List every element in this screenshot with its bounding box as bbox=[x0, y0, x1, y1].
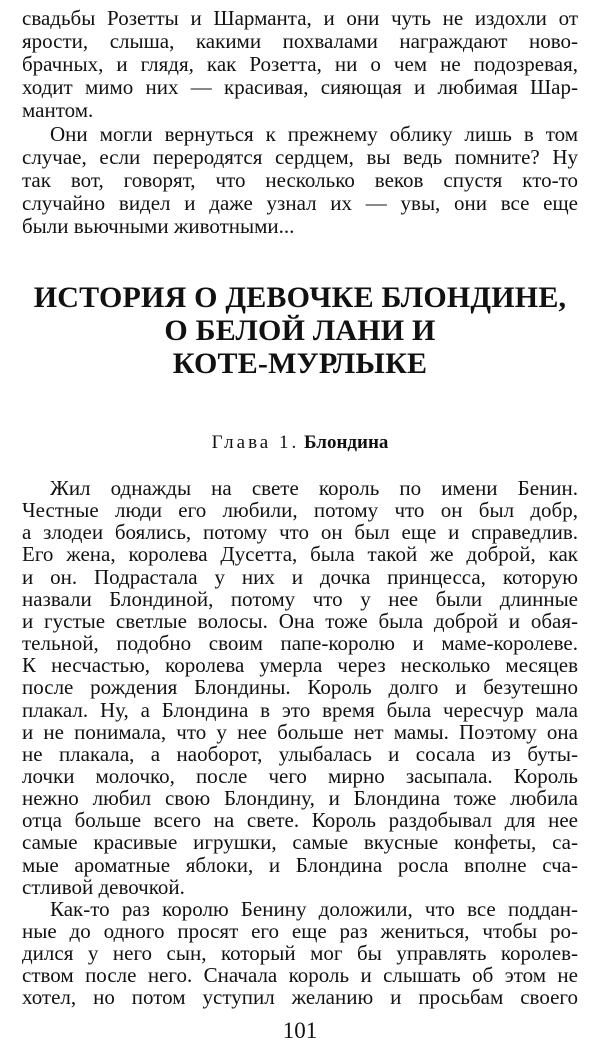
text-line: после рождения Блондины. Король долго и безутешно bbox=[22, 675, 578, 700]
text-line: назвали Блондиной, потому что у нее были длинные bbox=[22, 586, 578, 611]
text-line: а злодеи боялись, потому что он был еще и справедлив. bbox=[22, 520, 578, 545]
story-title-line: КОТЕ-МУРЛЫКЕ bbox=[172, 347, 428, 380]
text-line: Его жена, королева Дусетта, была такой же доброй, как bbox=[22, 542, 578, 567]
text-line: Честные люди его любили, потому что он был добр, bbox=[22, 498, 578, 523]
text-line: К несчастью, королева умерла через несколько месяцев bbox=[22, 653, 578, 678]
chapter-label: Глава 1. bbox=[211, 432, 300, 453]
text-line: и не понимала, что у нее больше нет мамы. Поэтому она bbox=[22, 719, 578, 744]
text-line: нежно любил свою Блондину, и Блондина тоже любила bbox=[22, 786, 578, 811]
text-line: самые красивые игрушки, самые вкусные конфеты, са- bbox=[22, 830, 578, 855]
text-line: Как-то раз королю Бенину доложили, что все поддан- bbox=[50, 896, 578, 921]
text-line: были вьючными животными... bbox=[22, 213, 295, 238]
text-line: ходит мимо них — красивая, сияющая и любимая Шар- bbox=[22, 75, 578, 100]
text-line: стливой девочкой. bbox=[22, 874, 185, 899]
text-line: лочки молочко, после чего мирно засыпала. Король bbox=[22, 763, 578, 788]
text-line: свадьбы Розетты и Шарманта, и они чуть не издохли от bbox=[22, 6, 578, 30]
text-line: и он. Подрастала у них и дочка принцесса, которую bbox=[22, 564, 578, 589]
page-number: 101 bbox=[282, 1018, 318, 1043]
chapter-heading bbox=[0, 432, 600, 454]
text-line: дился у него сын, который мог бы управлять королев- bbox=[22, 941, 578, 966]
text-line: брачных, и глядя, как Розетта, ни о чем не подозревая, bbox=[22, 52, 578, 77]
text-line: мантом. bbox=[22, 98, 94, 123]
text-line: случайно видел и даже узнал их — увы, они все еще bbox=[22, 190, 578, 215]
text-line: ярости, слыша, какими похвалами награждают ново- bbox=[22, 29, 578, 54]
text-line: хотел, но потом уступил желанию и просьбам своего bbox=[22, 985, 578, 1010]
text-line: отца больше всего на свете. Король раздобывал для нее bbox=[22, 808, 578, 833]
chapter-name: Блондина bbox=[303, 432, 389, 453]
text-line: ные до одного просят его еще раз жениться, чтобы ро- bbox=[22, 919, 578, 943]
story-title-line: О БЕЛОЙ ЛАНИ И bbox=[164, 314, 436, 347]
text-line: плакал. Ну, а Блондина в это время была чересчур мала bbox=[22, 697, 578, 722]
text-line: тельной, подобно своим папе-королю и маме-королеве. bbox=[22, 631, 578, 656]
text-line: мые ароматные яблоки, и Блондина росла вполне сча- bbox=[22, 852, 578, 877]
text-line: не плакала, а наоборот, улыбалась и сосала из буты- bbox=[22, 741, 578, 766]
text-line: случае, если переродятся сердцем, вы ведь помните? Ну bbox=[22, 144, 578, 169]
text-line: Они могли вернуться к прежнему облику лишь в том bbox=[50, 121, 578, 146]
text-line: Жил однажды на свете король по имени Бенин. bbox=[50, 476, 578, 500]
story-title-line: ИСТОРИЯ О ДЕВОЧКЕ БЛОНДИНЕ, bbox=[33, 281, 567, 314]
text-line: и густые светлые волосы. Она тоже была доброй и обая- bbox=[22, 608, 578, 633]
text-line: ством после него. Сначала король и слышать об этом не bbox=[22, 963, 578, 988]
text-line: так вот, говорят, что несколько веков спустя кто-то bbox=[22, 167, 578, 192]
